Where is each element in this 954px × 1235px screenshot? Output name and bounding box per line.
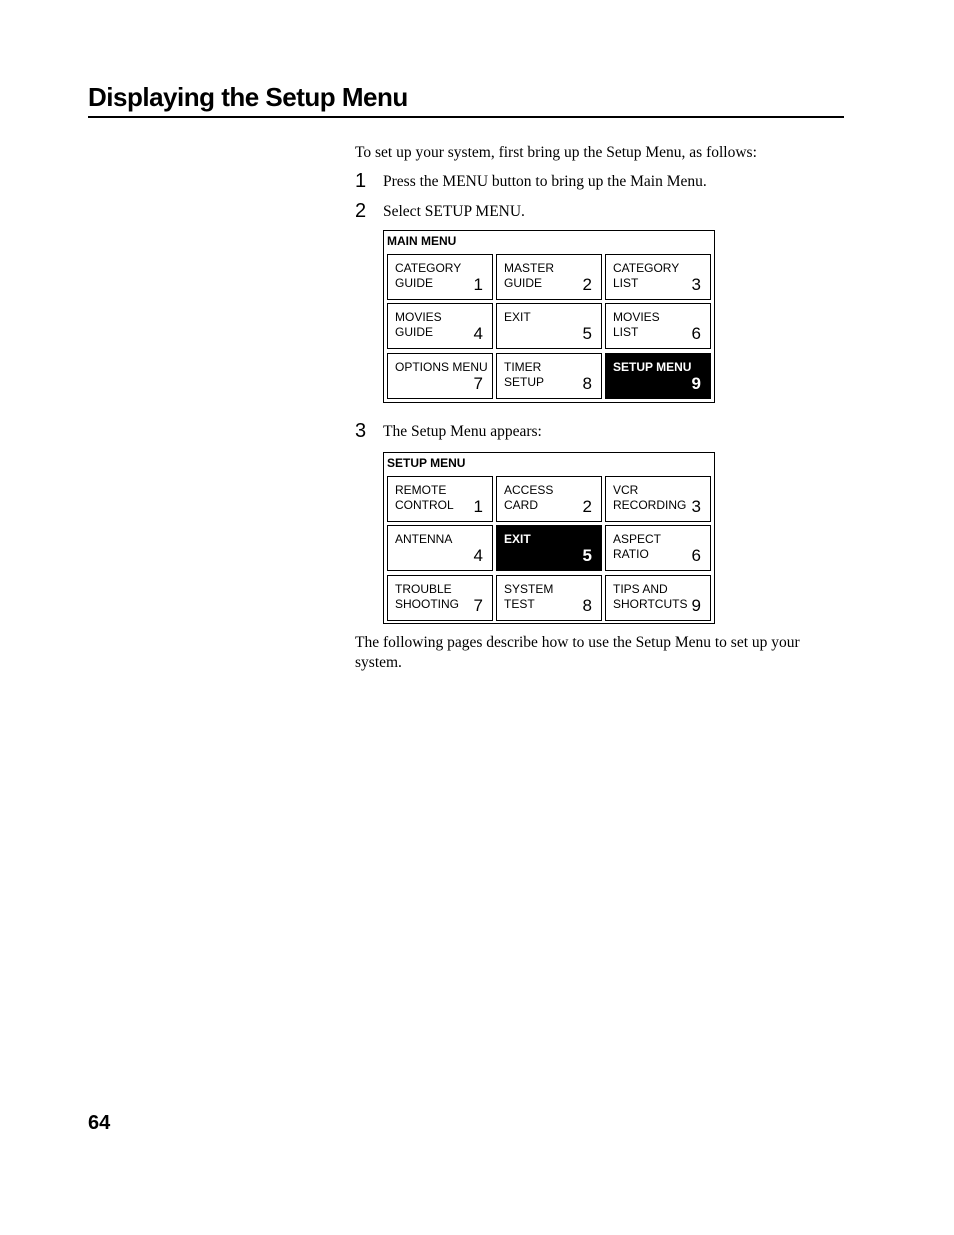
menu-item-label: OPTIONS MENU [395,360,488,374]
menu-item-label: VCR RECORDING [613,483,687,512]
menu-item-number: 3 [691,275,701,294]
step-text: The Setup Menu appears: [383,423,542,440]
menu-item-number: 9 [691,596,701,615]
setup-menu [383,452,715,624]
menu-item-vcr-recording[interactable] [605,476,711,522]
menu-item-movies-guide[interactable] [387,303,493,349]
menu-item-number: 4 [473,324,483,343]
menu-item-number: 9 [691,374,701,393]
step-text: Press the MENU button to bring up the Main Menu. [383,173,707,190]
menu-item-label: EXIT [504,532,531,546]
outro-text: The following pages describe how to use the Setup Menu to set up your system. [355,634,800,671]
menu-item-access-card[interactable] [496,476,602,522]
menu-item-number: 4 [473,546,483,565]
menu-item-master-guide[interactable] [496,254,602,300]
menu-item-exit[interactable] [496,525,602,571]
intro-text: To set up your system, first bring up the Setup Menu, as follows: [355,144,757,161]
menu-item-label: MOVIES GUIDE [395,310,442,339]
menu-item-number: 5 [582,324,592,343]
menu-item-remote-control[interactable] [387,476,493,522]
menu-item-label: CATEGORY GUIDE [395,261,462,290]
menu-item-setup-menu[interactable] [605,353,711,399]
menu-item-number: 2 [582,275,592,294]
menu-item-label: ACCESS CARD [504,483,554,512]
menu-item-number: 3 [691,497,701,516]
menu-item-number: 7 [473,596,483,615]
menu-item-label: MASTER GUIDE [504,261,555,290]
step-number: 1 [355,170,367,192]
step-number: 2 [355,200,367,222]
menu-item-label: REMOTE CONTROL [395,483,454,512]
step-text: Select SETUP MENU. [383,203,525,220]
menu-item-label: TIPS AND SHORTCUTS [613,582,688,611]
menu-item-category-list[interactable] [605,254,711,300]
menu-item-label: SETUP MENU [613,360,692,374]
menu-item-number: 8 [582,596,592,615]
menu-item-number: 7 [473,374,483,393]
main-menu [383,230,715,403]
menu-item-label: EXIT [504,310,531,324]
menu-item-number: 2 [582,497,592,516]
menu-item-label: MOVIES LIST [613,310,660,339]
menu-item-number: 6 [691,546,701,565]
page-title: Displaying the Setup Menu [88,82,408,112]
menu-item-label: CATEGORY LIST [613,261,680,290]
menu-item-system-test[interactable] [496,575,602,621]
menu-item-number: 1 [473,275,483,294]
menu-header: SETUP MENU [387,456,466,470]
menu-item-label: ANTENNA [395,532,453,546]
menu-item-options-menu[interactable] [387,353,493,399]
menu-item-label: TROUBLE SHOOTING [395,582,460,611]
menu-item-number: 6 [691,324,701,343]
menu-item-number: 1 [473,497,483,516]
menu-item-category-guide[interactable] [387,254,493,300]
menu-item-aspect-ratio[interactable] [605,525,711,571]
menu-header: MAIN MENU [387,234,457,248]
menu-item-label: TIMER SETUP [504,360,545,389]
page-number: 64 [88,1112,111,1134]
menu-item-timer-setup[interactable] [496,353,602,399]
menu-item-movies-list[interactable] [605,303,711,349]
menu-item-label: SYSTEM TEST [504,582,554,611]
menu-item-tips-and-shortcuts[interactable] [605,575,711,621]
menu-item-label: ASPECT RATIO [613,532,662,561]
menu-item-number: 8 [582,374,592,393]
menu-item-exit[interactable] [496,303,602,349]
menu-item-trouble-shooting[interactable] [387,575,493,621]
menu-item-antenna[interactable] [387,525,493,571]
title-rule [88,116,844,118]
menu-item-number: 5 [582,546,592,565]
step-number: 3 [355,420,367,442]
